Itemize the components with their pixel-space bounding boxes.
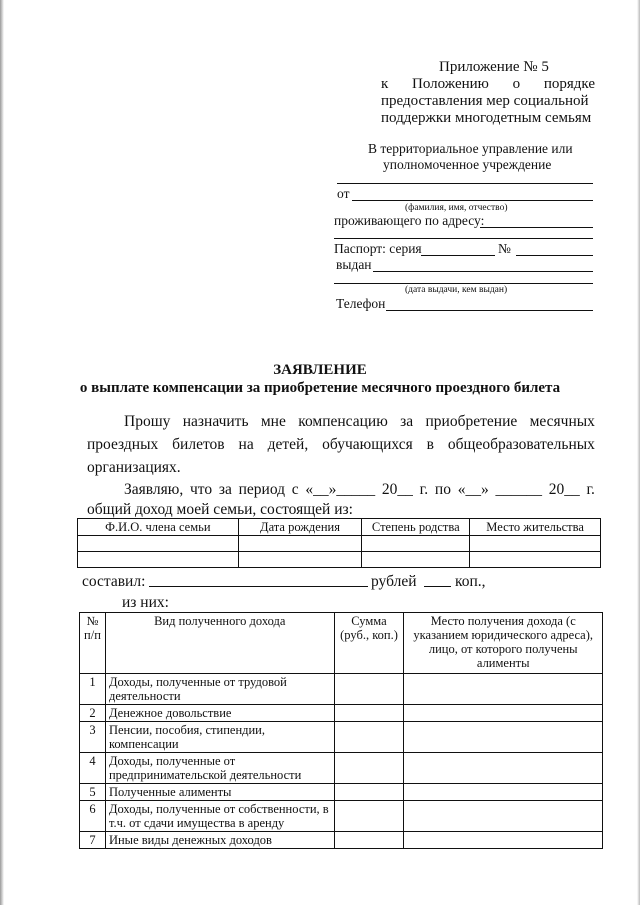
issued-input-line-2[interactable] <box>334 283 593 284</box>
row-income-type: Денежное довольствие <box>105 705 334 722</box>
word: с <box>291 481 299 498</box>
annex-number: Приложение № 5 <box>439 59 549 75</box>
table-cell[interactable] <box>238 552 362 568</box>
row-sum-cell[interactable] <box>334 832 404 849</box>
word: детей, <box>267 436 309 453</box>
table-cell[interactable] <box>470 536 601 552</box>
row-num: 6 <box>80 801 106 832</box>
header-residence: Место жительства <box>470 519 601 536</box>
row-sum-cell[interactable] <box>334 784 404 801</box>
table-row <box>78 552 601 568</box>
row-place-cell[interactable] <box>404 722 603 753</box>
row-num: 1 <box>80 674 106 705</box>
row-num: 3 <box>80 722 106 753</box>
row-income-type: Пенсии, пособия, стипендии, компенсации <box>105 722 334 753</box>
of-them-label: из них: <box>122 594 169 611</box>
table-cell[interactable] <box>470 552 601 568</box>
document-subtitle: о выплате компенсации за приобретение месячного проездного билета <box>79 380 561 396</box>
paragraph2-line2: общий доход моей семьи, состоящей из: <box>87 501 353 518</box>
word: «__»_____ <box>305 481 376 498</box>
row-income-type: Доходы, полученные от трудовой деятельности <box>105 674 334 705</box>
issued-hint: (дата выдачи, кем выдан) <box>405 285 508 295</box>
address-input-line-2[interactable] <box>334 238 593 239</box>
row-place-cell[interactable] <box>404 832 603 849</box>
header-place: Место получения дохода (с указанием юридического адреса), лицо, от которого получены алименты <box>404 613 603 674</box>
table-cell[interactable] <box>362 536 470 552</box>
row-num: 4 <box>80 753 106 784</box>
blank-line <box>337 183 593 184</box>
word: в <box>426 436 434 453</box>
header-relation: Степень родства <box>362 519 470 536</box>
word: на <box>238 436 254 453</box>
table-header-row <box>80 613 603 674</box>
annex-line3: предоставления мер социальной <box>381 93 589 109</box>
kop-label: коп., <box>455 573 486 590</box>
table-cell[interactable] <box>362 552 470 568</box>
table-cell[interactable] <box>78 536 239 552</box>
row-income-type: Доходы, полученные от собственности, в т.ч. от сдачи имущества в аренду <box>105 801 334 832</box>
fio-hint: (фамилия, имя, отчество) <box>405 203 508 213</box>
word: назначить <box>182 413 249 430</box>
row-place-cell[interactable] <box>404 705 603 722</box>
row-place-cell[interactable] <box>404 801 603 832</box>
composed-label: составил: <box>82 573 146 590</box>
row-num: 2 <box>80 705 106 722</box>
row-sum-cell[interactable] <box>334 722 404 753</box>
row-num: 7 <box>80 832 106 849</box>
word: обучающихся <box>322 436 413 453</box>
row-place-cell[interactable] <box>404 784 603 801</box>
rub-label: рублей <box>371 573 417 590</box>
table-cell[interactable] <box>78 552 239 568</box>
word: билетов <box>172 436 225 453</box>
document-title: ЗАЯВЛЕНИЕ <box>273 362 367 378</box>
table-row <box>80 832 603 849</box>
word: г. <box>586 481 595 498</box>
table-row <box>80 753 603 784</box>
word: Прошу <box>124 413 171 430</box>
paragraph1-line1 <box>124 410 595 433</box>
phone-input-line[interactable] <box>386 310 593 311</box>
family-members-table <box>77 518 601 568</box>
phone-label: Телефон <box>336 296 386 311</box>
issued-input-line[interactable] <box>373 271 593 272</box>
residing-label: проживающего по адресу: <box>334 213 485 228</box>
passport-label: Паспорт: серия <box>334 241 422 256</box>
header-num: № п/п <box>80 613 106 674</box>
header-fio: Ф.И.О. члена семьи <box>78 519 239 536</box>
table-row <box>80 784 603 801</box>
word: 20__ <box>548 481 580 498</box>
row-num: 5 <box>80 784 106 801</box>
address-input-line[interactable] <box>480 227 593 228</box>
paragraph1-line2 <box>87 433 595 456</box>
table-row <box>78 536 601 552</box>
row-sum-cell[interactable] <box>334 705 404 722</box>
row-sum-cell[interactable] <box>334 801 404 832</box>
issued-label: выдан <box>336 257 372 272</box>
word: Заявляю, <box>124 481 184 498</box>
addressee-line2: уполномоченное учреждение <box>383 157 552 172</box>
table-row <box>80 674 603 705</box>
income-table <box>79 612 603 849</box>
row-income-type: Иные виды денежных доходов <box>105 832 334 849</box>
row-sum-cell[interactable] <box>334 674 404 705</box>
annex-word: о <box>512 76 521 92</box>
annex-line4: поддержки многодетным семьям <box>381 110 592 126</box>
passport-number-line[interactable] <box>516 255 593 256</box>
header-income-type: Вид полученного дохода <box>105 613 334 674</box>
word: г. <box>419 481 429 498</box>
word: приобретение <box>425 413 518 430</box>
table-row <box>80 722 603 753</box>
word: ______ <box>495 481 542 498</box>
row-income-type: Полученные алименты <box>105 784 334 801</box>
paragraph1-line3: организациях. <box>87 459 181 476</box>
table-row <box>80 801 603 832</box>
from-label: от <box>337 186 350 201</box>
scan-edge-left <box>0 0 4 905</box>
word: компенсацию <box>298 413 388 430</box>
header-sum: Сумма (руб., коп.) <box>334 613 404 674</box>
word: проездных <box>87 436 159 453</box>
annex-word: Положению <box>412 76 489 92</box>
table-header-row <box>78 519 601 536</box>
row-income-type: Доходы, полученные от предпринимательской деятельности <box>105 753 334 784</box>
word: что <box>189 481 213 498</box>
addressee-line1: В территориальное управление или <box>368 141 573 156</box>
kop-amount-line[interactable] <box>424 586 451 587</box>
word: по <box>434 481 451 498</box>
word: мне <box>260 413 286 430</box>
table-row <box>80 705 603 722</box>
row-sum-cell[interactable] <box>334 753 404 784</box>
word: месячных <box>529 413 595 430</box>
word: за <box>400 413 414 430</box>
word: за <box>218 481 232 498</box>
word: 20__ <box>381 481 413 498</box>
row-place-cell[interactable] <box>404 674 603 705</box>
row-place-cell[interactable] <box>404 753 603 784</box>
passport-series-line[interactable] <box>421 255 495 256</box>
table-cell[interactable] <box>238 536 362 552</box>
passport-number-label: № <box>498 241 511 256</box>
fio-input-line[interactable] <box>352 200 593 201</box>
word: «__» <box>457 481 489 498</box>
header-birthdate: Дата рождения <box>238 519 362 536</box>
word: общеобразовательных <box>447 436 595 453</box>
annex-word: к <box>381 76 389 92</box>
total-amount-line[interactable] <box>149 586 368 587</box>
word: период <box>238 481 286 498</box>
annex-word: порядке <box>543 76 595 92</box>
